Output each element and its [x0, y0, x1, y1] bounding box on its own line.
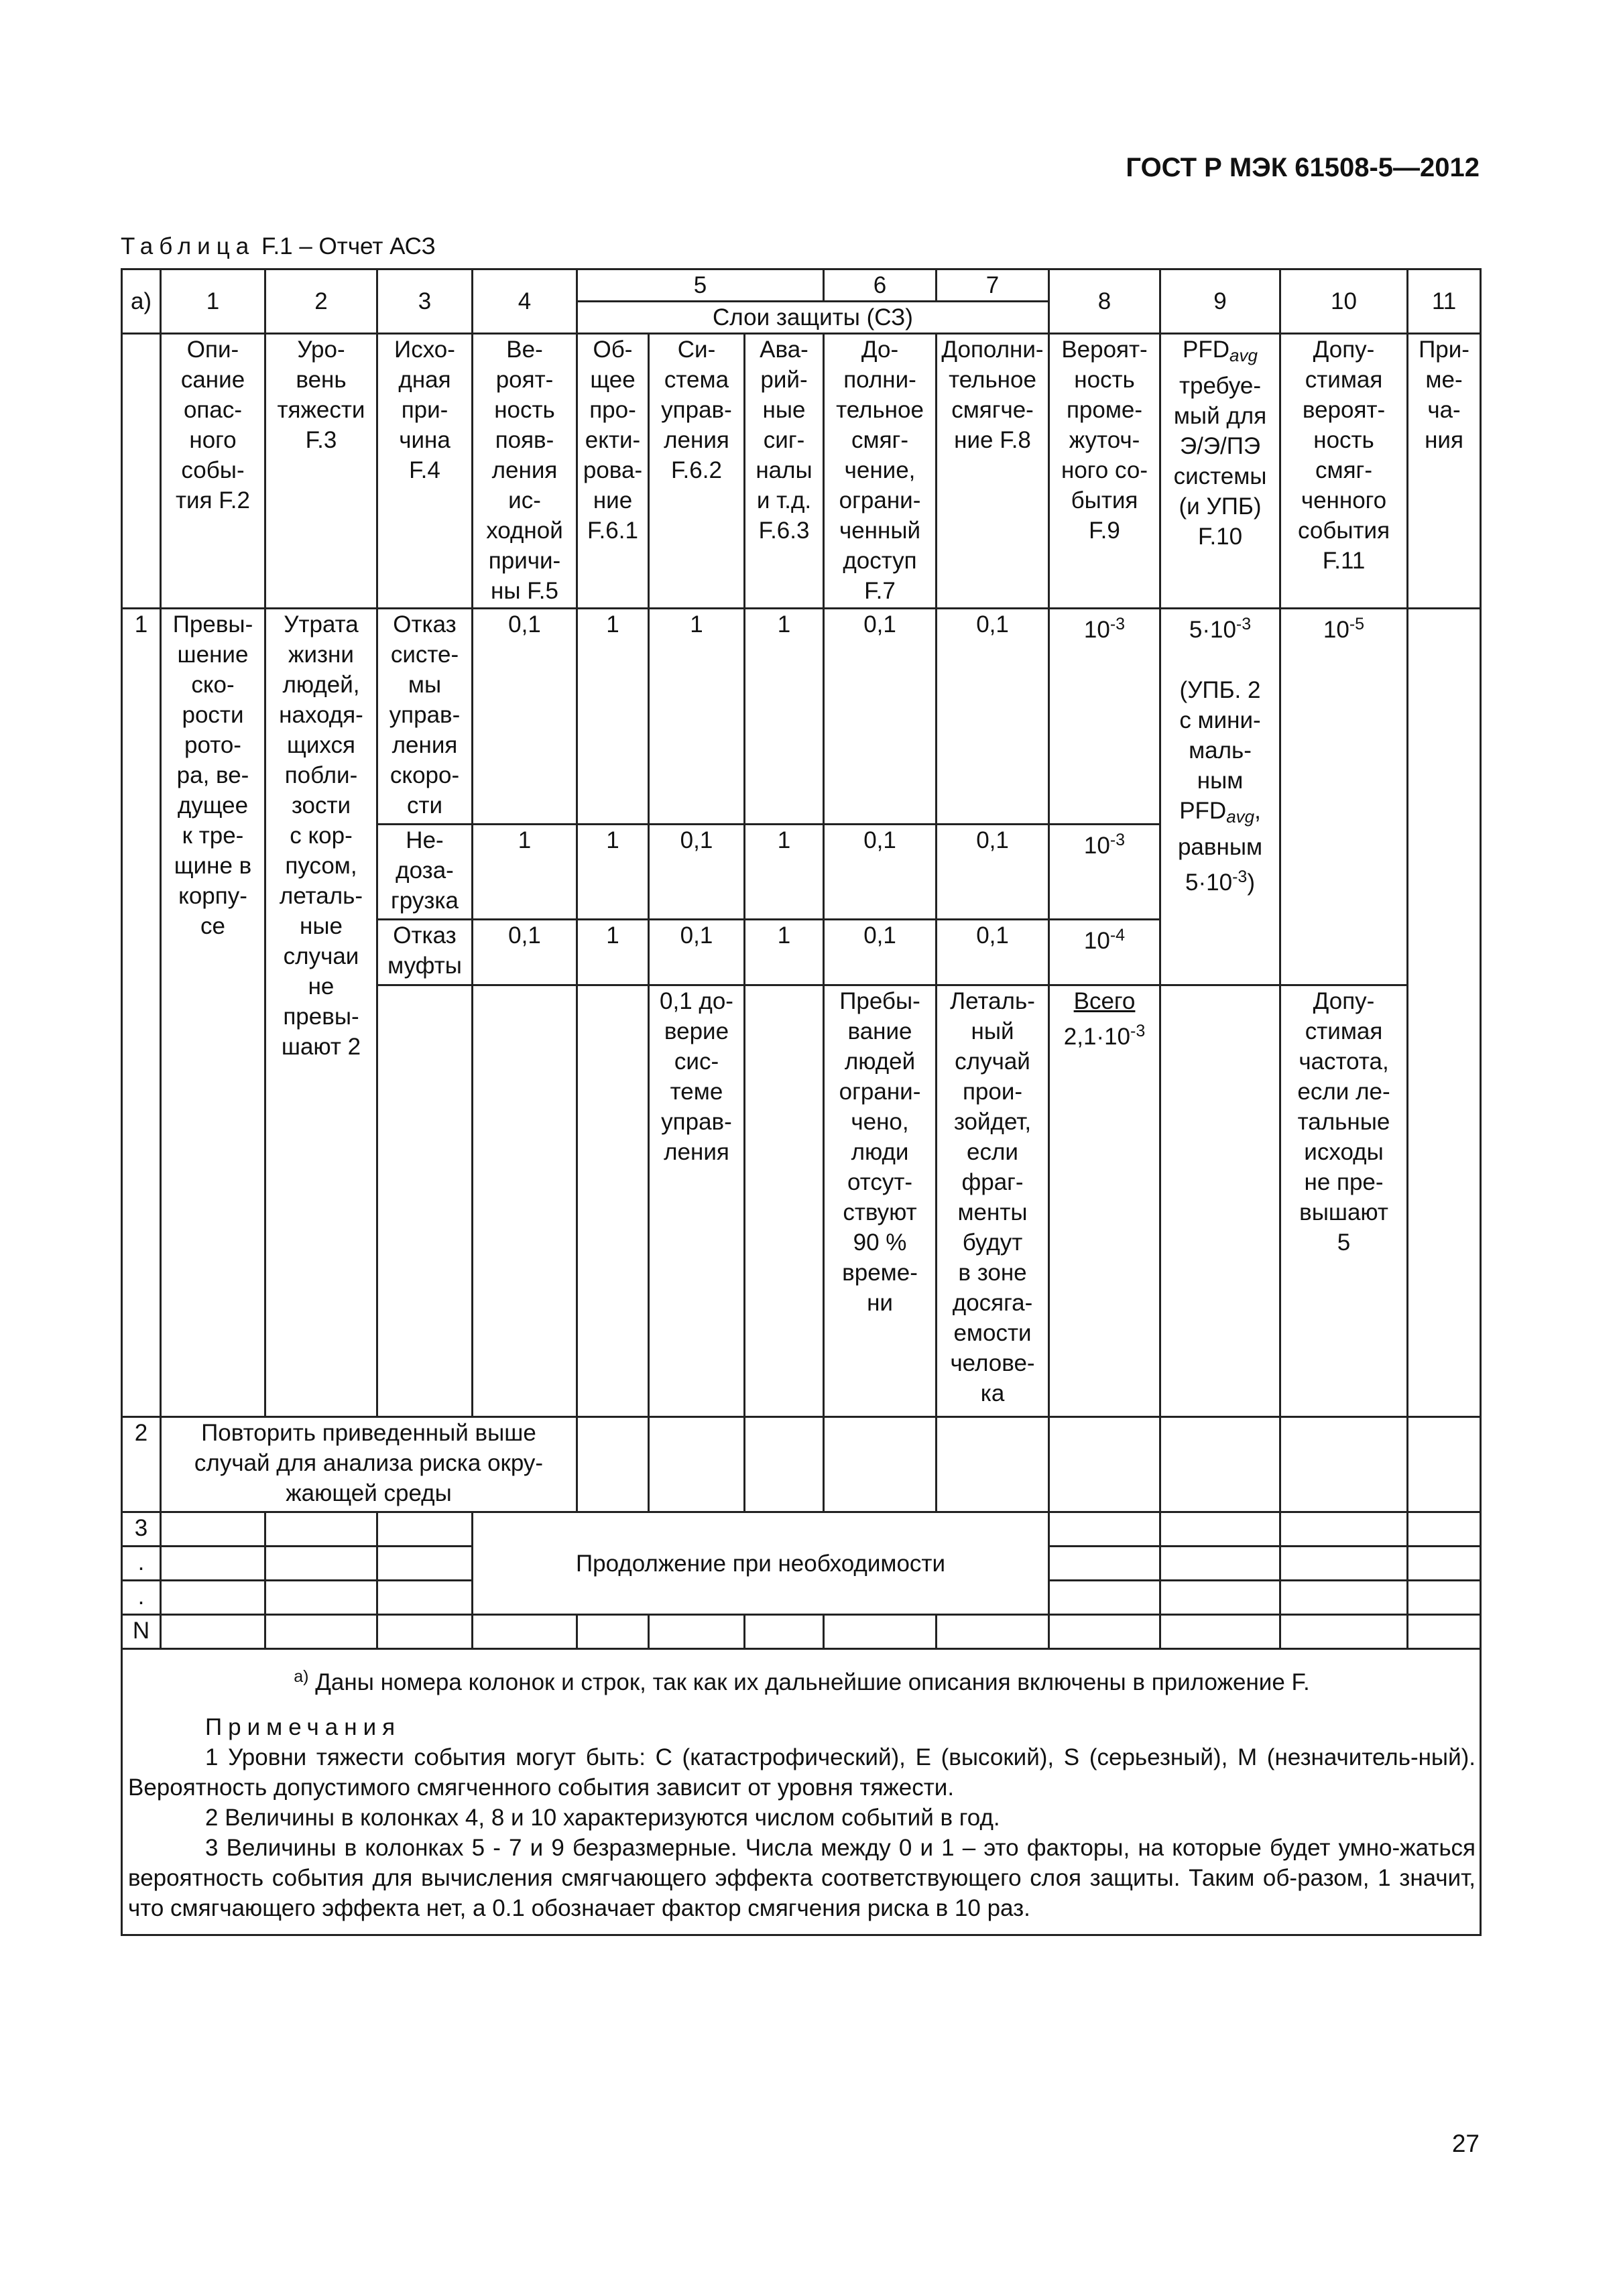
- table-cell: [1160, 1547, 1280, 1581]
- row1-comment-4: [473, 985, 577, 1417]
- table-cell: [1160, 1417, 1280, 1512]
- table-cell: [1049, 1547, 1160, 1581]
- footnote: [128, 1662, 1476, 1697]
- p8-exp: -3: [1109, 615, 1126, 633]
- table-cell: [824, 1417, 937, 1512]
- row1-event: Превы- шение ско- рости рото- ра, ве- дущее к тре- щине в корпу- се: [161, 609, 265, 1417]
- table-cell: [161, 1581, 265, 1615]
- row-dot: .: [122, 1581, 161, 1615]
- desc-col-7: Дополни- тельное смягче- ние F.8: [937, 334, 1049, 609]
- note-3: 3 Величины в колонках 5 - 7 и 9 безразмерные. Числа между 0 и 1 – это факторы, на которые будет умно-жаться вероятность события для вычисления смягчающего эффекта соответствующего слоя защиты. Таким об-разом, 1 значит, что смягчающего эффекта нет, а 0.1 обозначает фактор смягчения риска в 10 раз.: [128, 1835, 1476, 1921]
- row1-number: 1: [122, 609, 161, 1417]
- row1-comment-5c: [745, 985, 824, 1417]
- pfd-subscript: avg: [1229, 345, 1258, 365]
- row1-p8: [1049, 920, 1160, 985]
- table-cell: [265, 1581, 377, 1615]
- desc-blank: [122, 334, 161, 609]
- row1-p6: 0,1: [824, 825, 937, 920]
- table-cell: [745, 1615, 824, 1649]
- row1-tolerable: [1280, 609, 1408, 985]
- row1-p5b: 0,1: [649, 825, 745, 920]
- row1-p8: [1049, 825, 1160, 920]
- p8-exp: -4: [1109, 926, 1126, 945]
- rowN-number: N: [122, 1615, 161, 1649]
- table-cell: [377, 1581, 473, 1615]
- header-col-10: 10: [1280, 269, 1408, 334]
- header-col-5: 5: [577, 269, 824, 302]
- table-cell: [1408, 1547, 1481, 1581]
- table-cell: [265, 1615, 377, 1649]
- tol-exp: -5: [1349, 615, 1365, 633]
- table-cell: [1280, 1547, 1408, 1581]
- row1-comment-5b: 0,1 до- верие сис- теме управ- ления: [649, 985, 745, 1417]
- note-2: 2 Величины в колонках 4, 8 и 10 характеризуются числом событий в год.: [205, 1805, 1000, 1831]
- header-col-9: 9: [1160, 269, 1280, 334]
- row1-p5a: 1: [577, 609, 649, 825]
- row2-text: Повторить приведенный выше случай для анализа риска окру- жающей среды: [161, 1417, 577, 1512]
- total-base: 2,1·10: [1063, 1024, 1131, 1050]
- row1-cause: Отказ муфты: [377, 920, 473, 985]
- table-cell: [1280, 1581, 1408, 1615]
- row1-p6: 0,1: [824, 609, 937, 825]
- row1-p5c: 1: [745, 825, 824, 920]
- row1-comment-9: [1160, 985, 1280, 1417]
- row1-comment-10: Допу- стимая частота, если ле- тальные исходы не пре- вышают 5: [1280, 985, 1408, 1417]
- notes-title: Примечания: [205, 1714, 402, 1740]
- row1-p5a: 1: [577, 920, 649, 985]
- desc-col-5c: Ава- рий- ные сиг- налы и т.д. F.6.3: [745, 334, 824, 609]
- row2-number: 2: [122, 1417, 161, 1512]
- table-cell: [377, 1547, 473, 1581]
- row3-number: 3: [122, 1512, 161, 1547]
- table-cell: [1408, 1417, 1481, 1512]
- row1-comment-6: Пребы- вание людей ограни- чено, люди отсут- ствуют 90 % време- ни: [824, 985, 937, 1417]
- table-cell: [577, 1417, 649, 1512]
- row1-p4: 0,1: [473, 920, 577, 985]
- table-cell: [1408, 1615, 1481, 1649]
- table-cell: [577, 1615, 649, 1649]
- row1-pfd: [1160, 609, 1280, 985]
- row1-total: [1049, 985, 1160, 1417]
- table-cell: [1160, 1512, 1280, 1547]
- header-col-7: 7: [937, 269, 1049, 302]
- header-col-2: 2: [265, 269, 377, 334]
- pfd-value-exp: -3: [1236, 615, 1252, 633]
- pfd-value-base: 5·10: [1189, 617, 1236, 643]
- row1-p4: 1: [473, 825, 577, 920]
- table-cell: [1049, 1615, 1160, 1649]
- pfd-label: PFD: [1183, 337, 1230, 363]
- pfd-note-1: (УПБ. 2 с мини- маль- ным PFD: [1179, 677, 1261, 824]
- table-cell: [377, 1615, 473, 1649]
- row1-p5c: 1: [745, 609, 824, 825]
- header-col-11: 11: [1408, 269, 1481, 334]
- desc-col-6: До- полни- тельное смяг- чение, ограни- ченный доступ F.7: [824, 334, 937, 609]
- table-cell: [1280, 1512, 1408, 1547]
- pfd-note-exp: -3: [1232, 867, 1248, 886]
- table-cell: [265, 1512, 377, 1547]
- footnote-mark: а): [294, 1667, 309, 1686]
- header-col-1: 1: [161, 269, 265, 334]
- row1-p8: [1049, 609, 1160, 825]
- row1-p5c: 1: [745, 920, 824, 985]
- desc-col-9-rest: требуе- мый для Э/Э/ПЭ системы (и УПБ) F.10: [1173, 373, 1267, 550]
- pfd-note-sub: avg: [1226, 806, 1255, 827]
- header-col-6: 6: [824, 269, 937, 302]
- desc-col-10: Допу- стимая вероят- ность смяг- ченного события F.11: [1280, 334, 1408, 609]
- header-protection-layers: Слои защиты (СЗ): [577, 302, 1049, 334]
- continue-text: Продолжение при необходимости: [473, 1512, 1049, 1615]
- table-cell: [377, 1512, 473, 1547]
- table-cell: [265, 1547, 377, 1581]
- total-exp: -3: [1130, 1022, 1146, 1040]
- table-cell: [649, 1417, 745, 1512]
- row1-comment-5a: [577, 985, 649, 1417]
- table-cell: [1160, 1581, 1280, 1615]
- table-cell: [1049, 1512, 1160, 1547]
- standard-header: ГОСТ Р МЭК 61508-5—2012: [1126, 153, 1480, 182]
- footnote-text: Даны номера колонок и строк, так как их дальнейшие описания включены в приложение F.: [308, 1669, 1310, 1695]
- table-cell: [937, 1417, 1049, 1512]
- desc-col-2: Уро- вень тяжести F.3: [265, 334, 377, 609]
- header-col-8: 8: [1049, 269, 1160, 334]
- caption-lead: Таблица: [121, 233, 255, 259]
- table-cell: [473, 1615, 577, 1649]
- row1-comment-7: Леталь- ный случай прои- зойдет, если фраг- менты будут в зоне досяга- емости челове- ка: [937, 985, 1049, 1417]
- row1-p7: 0,1: [937, 609, 1049, 825]
- table-cell: [1049, 1581, 1160, 1615]
- table-caption: [121, 233, 436, 260]
- row1-p4: 0,1: [473, 609, 577, 825]
- table-cell: [937, 1615, 1049, 1649]
- p8-base: 10: [1083, 833, 1110, 859]
- note-1: 1 Уровни тяжести события могут быть: C (катастрофический), E (высокий), S (серьезный), M (незначитель-ный). Вероятность допустимого смягченного события зависит от уровня тяжести.: [128, 1744, 1476, 1801]
- row1-cause: Отказ систе- мы управ- ления скоро- сти: [377, 609, 473, 825]
- p8-exp: -3: [1109, 831, 1126, 849]
- table-cell: [161, 1615, 265, 1649]
- row1-p6: 0,1: [824, 920, 937, 985]
- desc-col-1: Опи- сание опас- ного собы- тия F.2: [161, 334, 265, 609]
- desc-col-11: При- ме- ча- ния: [1408, 334, 1481, 609]
- row1-p5b: 1: [649, 609, 745, 825]
- table-cell: [745, 1417, 824, 1512]
- table-cell: [1280, 1615, 1408, 1649]
- tol-base: 10: [1323, 617, 1349, 643]
- page-number: 27: [1451, 2130, 1480, 2157]
- table-cell: [161, 1512, 265, 1547]
- row-dot: .: [122, 1547, 161, 1581]
- table-cell: [1408, 1581, 1481, 1615]
- row1-severity: Утрата жизни людей, находя- щихся побли- зости с кор- пусом, леталь- ные случаи не превы- шают 2: [265, 609, 377, 1417]
- row1-p7: 0,1: [937, 825, 1049, 920]
- table-cell: [1280, 1417, 1408, 1512]
- desc-col-5b: Си- стема управ- ления F.6.2: [649, 334, 745, 609]
- table-cell: [649, 1615, 745, 1649]
- desc-col-9: [1160, 334, 1280, 609]
- total-label: Всего: [1073, 988, 1136, 1014]
- table-cell: [1160, 1615, 1280, 1649]
- row1-p5b: 0,1: [649, 920, 745, 985]
- desc-col-3: Исхо- дная при- чина F.4: [377, 334, 473, 609]
- pfd-note-2: , равным 5·10: [1177, 798, 1263, 896]
- table-cell: [161, 1547, 265, 1581]
- pfd-note-end: ): [1247, 869, 1255, 896]
- p8-base: 10: [1083, 928, 1110, 954]
- asz-report-table: [121, 268, 1482, 1936]
- caption-rest: F.1 – Отчет АСЗ: [255, 233, 436, 259]
- header-a: а): [122, 269, 161, 334]
- row1-cause: Не- доза- грузка: [377, 825, 473, 920]
- row1-comment-3: [377, 985, 473, 1417]
- p8-base: 10: [1083, 617, 1110, 643]
- notes-cell: [122, 1649, 1481, 1935]
- header-col-4: 4: [473, 269, 577, 334]
- desc-col-5a: Об- щее про- екти- рова- ние F.6.1: [577, 334, 649, 609]
- row1-notes: [1408, 609, 1481, 1417]
- table-cell: [824, 1615, 937, 1649]
- table-cell: [1049, 1417, 1160, 1512]
- row1-p5a: 1: [577, 825, 649, 920]
- table-cell: [1408, 1512, 1481, 1547]
- row1-p7: 0,1: [937, 920, 1049, 985]
- desc-col-4: Ве- роят- ность появ- ления ис- ходной причи- ны F.5: [473, 334, 577, 609]
- desc-col-8: Вероят- ность проме- жуточ- ного со- бытия F.9: [1049, 334, 1160, 609]
- header-col-3: 3: [377, 269, 473, 334]
